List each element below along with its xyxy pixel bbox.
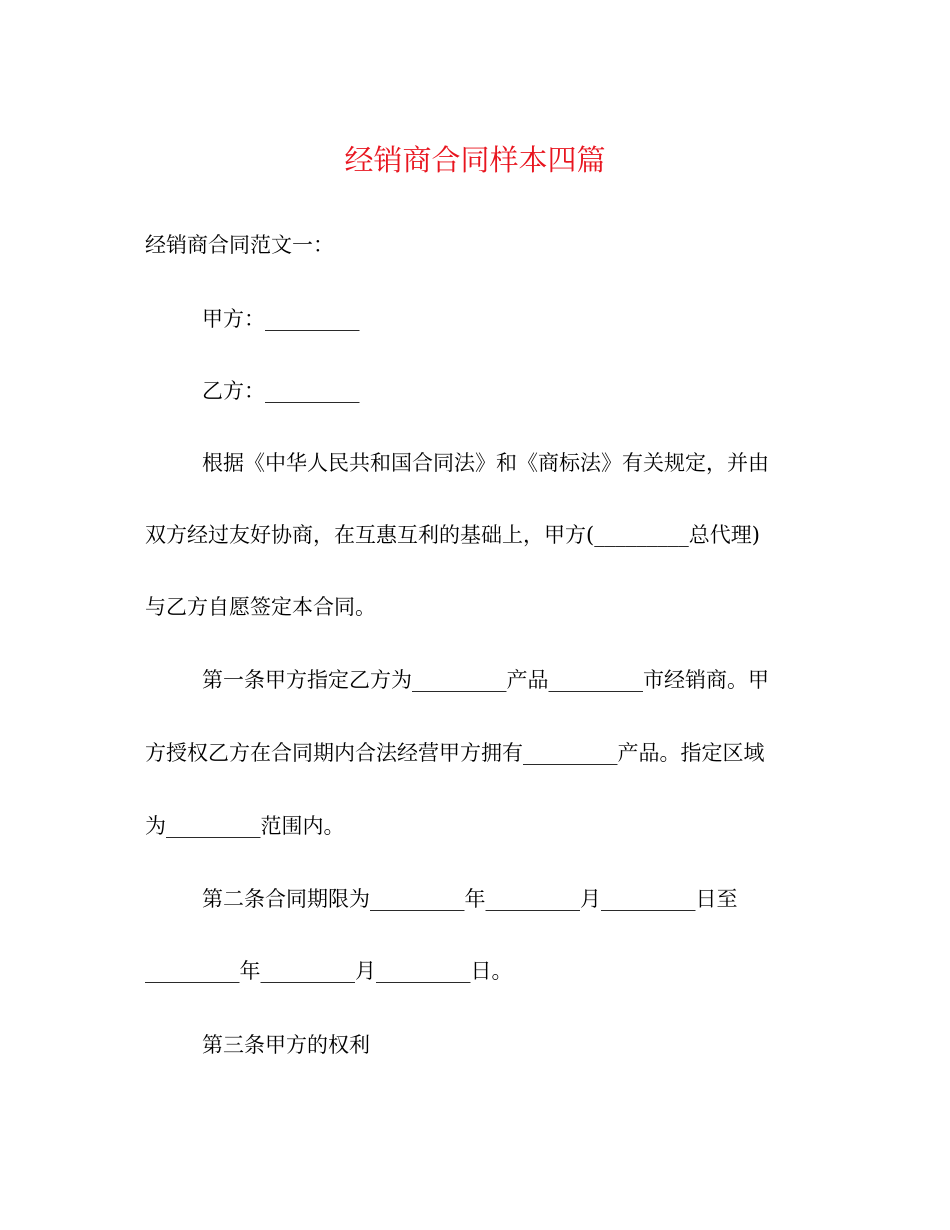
party-b-line: 乙方：_________ bbox=[202, 379, 360, 403]
article-three-heading: 第三条甲方的权利 bbox=[202, 1033, 370, 1057]
document-title: 经销商合同样本四篇 bbox=[344, 143, 606, 177]
party-a-line: 甲方：_________ bbox=[202, 307, 360, 331]
article-two-line: 第二条合同期限为_________年_________月_________日至 bbox=[202, 887, 738, 911]
paragraph-line: 双方经过友好协商，在互惠互利的基础上，甲方(_________总代理) bbox=[145, 523, 760, 547]
article-one-line: 第一条甲方指定乙方为_________产品_________市经销商。甲 bbox=[202, 668, 769, 692]
section-heading-sample-one: 经销商合同范文一： bbox=[145, 233, 334, 257]
paragraph-line: 为_________范围内。 bbox=[145, 814, 345, 838]
paragraph-line: 根据《中华人民共和国合同法》和《商标法》有关规定，并由 bbox=[202, 451, 769, 475]
paragraph-line: _________年_________月_________日。 bbox=[145, 959, 513, 983]
paragraph-line: 方授权乙方在合同期内合法经营甲方拥有_________产品。指定区域 bbox=[145, 741, 765, 765]
paragraph-line: 与乙方自愿签定本合同。 bbox=[145, 595, 376, 619]
